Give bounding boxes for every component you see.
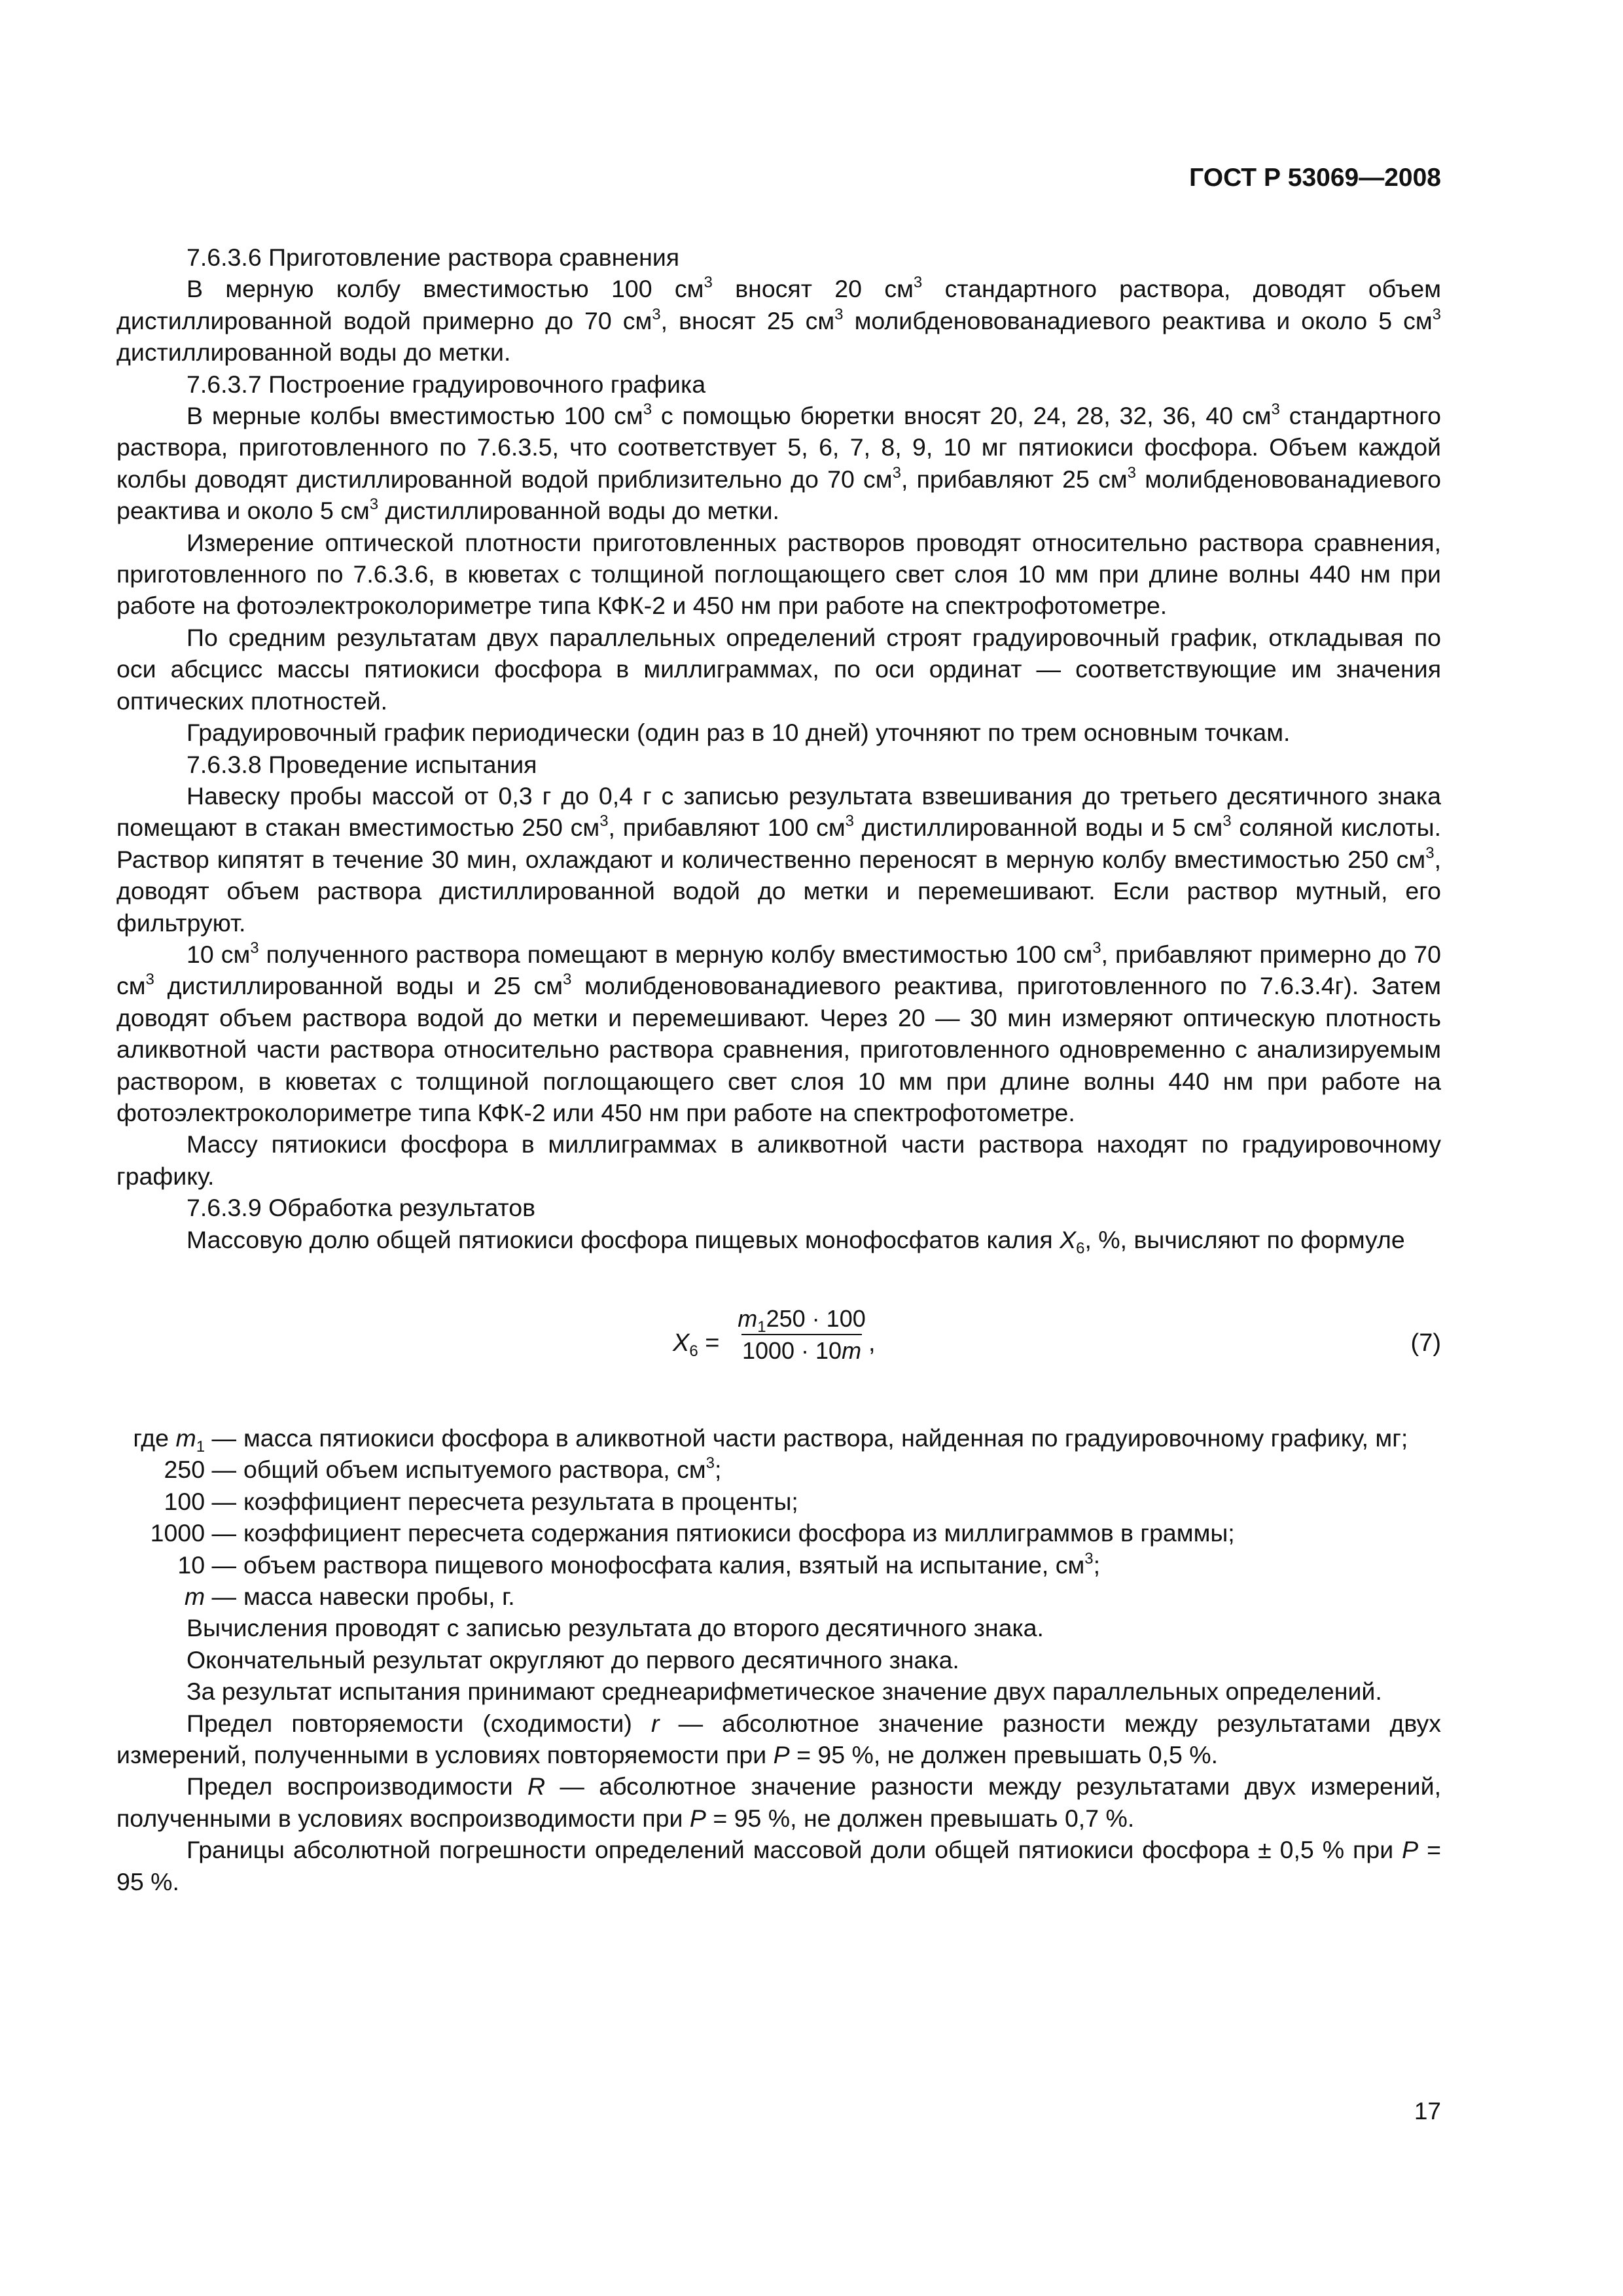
formula-denominator: 1000 · 10m	[741, 1337, 862, 1364]
formula-fraction	[738, 1303, 866, 1366]
document-header: ГОСТ Р 53069—2008	[1189, 164, 1441, 192]
paragraph-error-bounds: Границы абсолютной погрешности определений массовой доли общей пятиокиси фосфора ± 0,5 % при P = 95 %.	[116, 1836, 1441, 1895]
paragraph-calc-precision: Вычисления проводят с записью результата до второго десятичного знака.	[187, 1614, 1044, 1642]
paragraph-repeatability: Предел повторяемости (сходимости) r — абсолютное значение разности между результатами двух измерений, полученными в условиях повторяемости при P = 95 %, не должен превышать 0,5 %.	[116, 1709, 1441, 1769]
paragraph-calibration-check: Градуировочный график периодически (один раз в 10 дней) уточняют по трем основным точкам.	[187, 719, 1291, 747]
definition-text: общий объем испытуемого раствора, $см^3$;	[243, 1454, 722, 1484]
document-page	[116, 0, 1441, 2296]
definition-item	[116, 1486, 1441, 1517]
paragraph-sample-weighing: Навеску пробы массой от 0,3 г до 0,4 г с записью результата взвешивания до третьего десятичного знака помещают в стакан вместимостью 250 $см^3$, прибавляют 100 $см^3$ дистиллированной воды и 5 $см^3$ соляной кислоты. Раствор кипятят в течение 30 мин, охлаждают и количественно переносят в мерную колбу вместимостью 250 $см^3$, доводят объем раствора дистиллированной водой до метки и перемешивают. Если раствор мутный, его фильтруют.	[116, 781, 1441, 937]
definition-label: m —	[184, 1583, 236, 1611]
definition-item	[116, 1581, 1441, 1612]
paragraph-optical-density: Измерение оптической плотности приготовленных растворов проводят относительно раствора сравнения, приготовленного по 7.6.3.6, в кюветах с толщиной поглощающего свет слоя 10 мм при длине волны 440 нм при работе на фотоэлектроколориметре типа КФК-2 и 450 нм при работе на спектрофотометре.	[116, 528, 1441, 620]
section-title-7-6-3-9: 7.6.3.9 Обработка результатов	[187, 1194, 536, 1222]
definition-item	[116, 1422, 1441, 1454]
paragraph-calibration-plot: По средним результатам двух параллельных определений строят градуировочный график, откладывая по оси абсцисс массы пятиокиси фосфора в миллиграммах, по оси ординат — соответствующие им значения оптических плотностей.	[116, 623, 1441, 715]
definition-text: объем раствора пищевого монофосфата калия, взятый на испытание, $см^3$;	[243, 1549, 1101, 1579]
definition-label: 250 —	[164, 1456, 236, 1484]
paragraph-test-result: За результат испытания принимают среднеарифметическое значение двух параллельных определений.	[187, 1677, 1382, 1706]
paragraph-mass-from-plot: Массу пятиокиси фосфора в миллиграммах в аликвотной части раствора находят по градуировочному графику.	[116, 1130, 1441, 1190]
section-title-7-6-3-6: 7.6.3.6 Приготовление раствора сравнения	[187, 243, 680, 271]
paragraph-reproducibility: Предел воспроизводимости R — абсолютное значение разности между результатами двух измерений, полученными в условиях воспроизводимости при P = 95 %, не должен превышать 0,7 %.	[116, 1772, 1441, 1832]
definition-item	[116, 1454, 1441, 1485]
definition-item	[116, 1549, 1441, 1581]
definition-label: 10 —	[177, 1551, 236, 1579]
formula-7	[116, 1294, 1441, 1407]
formula-definitions	[116, 1422, 1441, 1612]
paragraph-mass-fraction: Массовую долю общей пятиокиси фосфора пищевых монофосфатов калия $X_6$, %, вычисляют по формуле	[187, 1225, 1405, 1257]
definition-text: коэффициент пересчета содержания пятиокиси фосфора из миллиграммов в граммы;	[243, 1519, 1235, 1547]
formula-lhs: $X_6$ =	[673, 1329, 720, 1360]
definition-label: 1000 —	[150, 1519, 236, 1547]
page-number: 17	[1414, 2098, 1441, 2125]
formula-comma: ,	[868, 1329, 876, 1357]
paragraph-flask-preparation: В мерные колбы вместимостью 100 $см^3$ с помощью бюретки вносят 20, 24, 28, 32, 36, 40 $см^3$ стандартного раствора, приготовленного по 7.6.3.5, что соответствует 5, 6, 7, 8, 9, 10 мг пятиокиси фосфора. Объем каждой колбы доводят дистиллированной водой приблизительно до 70 $см^3$, прибавляют 25 $см^3$ молибденовованадиевого реактива и около 5 $см^3$ дистиллированной воды до метки.	[116, 401, 1441, 525]
document-body	[116, 242, 1441, 1897]
paragraph-aliquot-measurement: 10 $см^3$ полученного раствора помещают в мерную колбу вместимостью 100 $см^3$, прибавляют примерно до 70 $см^3$ дистиллированной воды и 25 $см^3$ молибденовованадиевого реактива, приготовленного по 7.6.3.4г). Затем доводят объем раствора водой до метки и перемешивают. Через 20 — 30 мин измеряют оптическую плотность аликвотной части раствора относительно раствора сравнения, приготовленного одновременно с анализируемым раствором, в кюветах с толщиной поглощающего свет слоя 10 мм при длине волны 440 нм при работе на фотоэлектроколориметре типа КФК-2 или 450 нм при работе на спектрофотометре.	[116, 939, 1441, 1126]
definition-item	[116, 1517, 1441, 1549]
formula-number: (7)	[1410, 1329, 1441, 1357]
paragraph-comparison-solution: В мерную колбу вместимостью 100 $см^3$ вносят 20 $см^3$ стандартного раствора, доводят объем дистиллированной водой примерно до 70 $см^3$, вносят 25 $см^3$ молибденовованадиевого реактива и около 5 $см^3$ дистиллированной воды до метки.	[116, 274, 1442, 367]
formula-numerator: $m_1250 \cdot 100$	[738, 1305, 866, 1336]
section-title-7-6-3-8: 7.6.3.8 Проведение испытания	[187, 750, 537, 778]
definition-text: масса навески пробы, г.	[243, 1583, 515, 1611]
paragraph-rounding: Окончательный результат округляют до первого десятичного знака.	[187, 1645, 959, 1674]
definition-text: коэффициент пересчета результата в проценты;	[243, 1487, 798, 1515]
definition-label: 100 —	[164, 1487, 236, 1515]
definition-text: масса пятиокиси фосфора в аликвотной части раствора, найденная по градуировочному графику, мг;	[243, 1424, 1408, 1452]
section-title-7-6-3-7: 7.6.3.7 Построение градуировочного графика	[187, 370, 706, 398]
definition-label: где $m_1$ —	[133, 1424, 236, 1456]
